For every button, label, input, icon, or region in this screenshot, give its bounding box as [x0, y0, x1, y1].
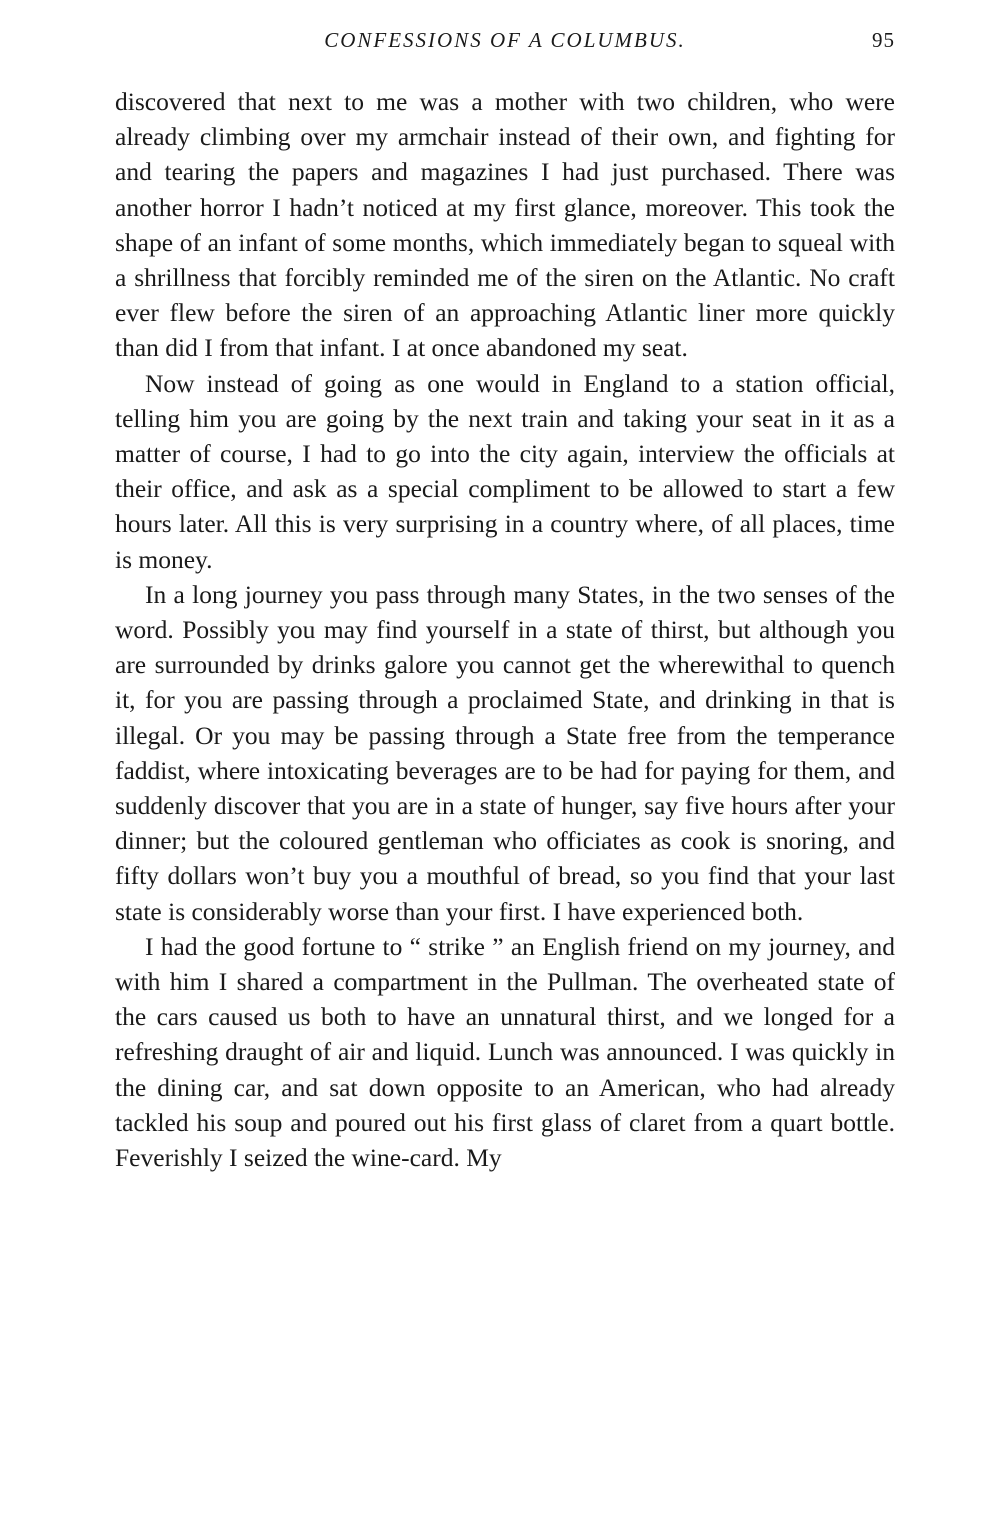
paragraph-continuation: discovered that next to me was a mother with two children, who were already climbing over my armchair instead of their own, and fighting for and tearing the papers and magazines I had just purchased. There was another horror I hadn’t noticed at my first glance, moreover. This took the shape of an infant of some months, which immediately began to squeal with a shrillness that forcibly reminded me of the siren on the Atlantic. No craft ever flew before the siren of an approaching Atlantic liner more quickly than did I from that infant. I at once abandoned my seat. — [115, 87, 895, 363]
paragraph-states: In a long journey you pass through many States, in the two senses of the word. Possibly you may find yourself in a state of thirst, but although you are surrounded by drinks galore you cannot get the wherewithal to quench it, for you are passing through a proclaimed State, and drinking in that is illegal. Or you may be passing through a State free from the temperance faddist, where intoxicating beverages are to be had for paying for them, and suddenly discover that you are in a state of hunger, say five hours after your dinner; but the coloured gentleman who officiates as cook is snoring, and fifty dollars won’t buy you a mouthful of bread, so you find that your last state is considerably worse than your first. I have experienced both. — [115, 579, 895, 926]
running-title: CONFESSIONS OF A COLUMBUS. — [324, 28, 686, 52]
page-number: 95 — [872, 28, 895, 52]
paragraph-station-official: Now instead of going as one would in England to a station official, telling him you are going by the next train and taking your seat in it as a matter of course, I had to go into the city again, interview the officials at their office, and ask as a special compliment to be allowed to start a few hours later. All this is very surprising in a country where, of all places, time is money. — [115, 368, 895, 574]
running-head — [115, 28, 895, 58]
body-text — [115, 84, 895, 1175]
paragraph-pullman-lunch: I had the good fortune to “ strike ” an English friend on my journey, and with him I shared a compartment in the Pullman. The overheated state of the cars caused us both to have an unnatural thirst, and we longed for a refreshing draught of air and liquid. Lunch was announced. I was quickly in the dining car, and sat down opposite to an American, who had already tackled his soup and poured out his first glass of claret from a quart bottle. Feverishly I seized the wine-card. My — [115, 931, 895, 1173]
